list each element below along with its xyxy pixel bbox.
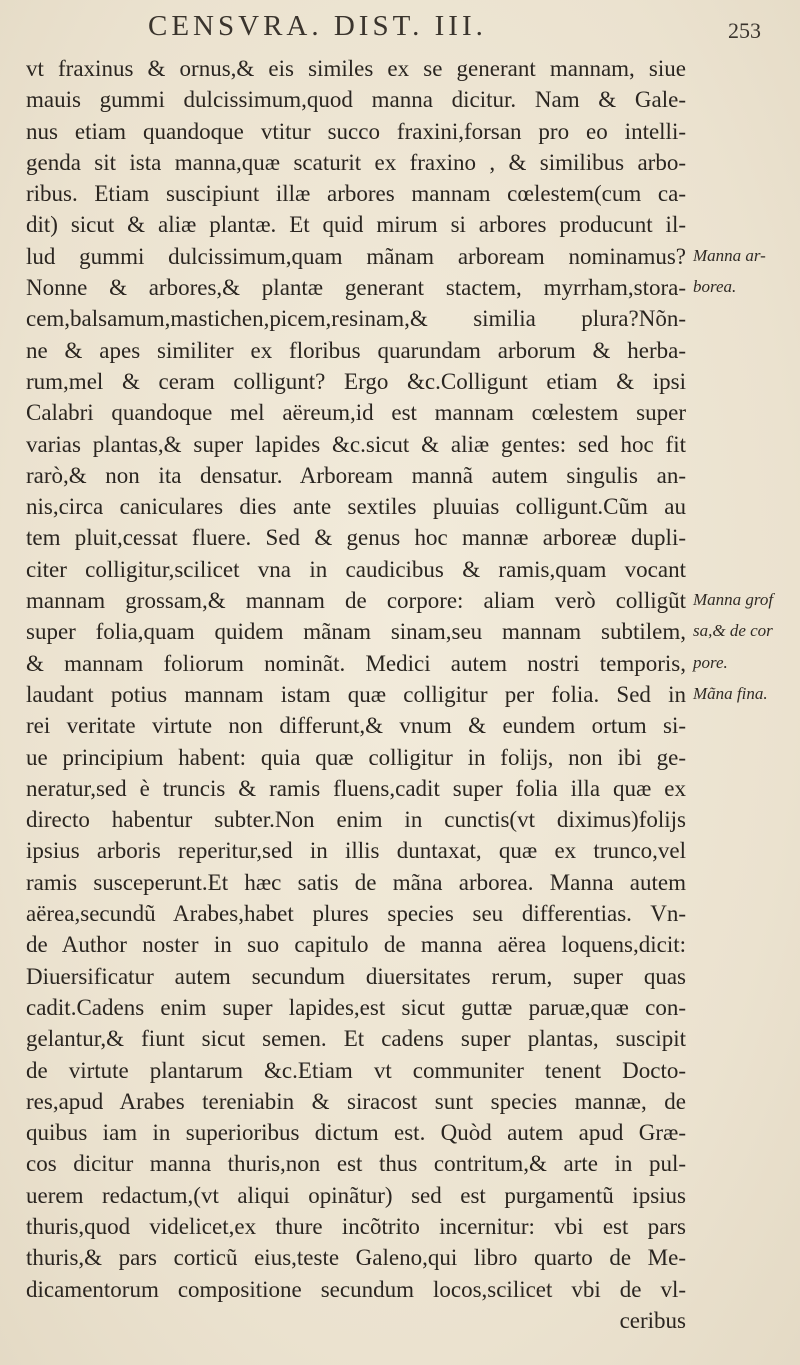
marginal-note: borea. xyxy=(693,277,737,297)
text-line: res,apud Arabes tereniabin & siracost sunt species mannæ, de xyxy=(26,1088,686,1114)
text-line: quibus iam in superioribus dictum est. Quòd autem apud Græ- xyxy=(26,1120,686,1146)
text-line: tem pluit,cessat fluere. Sed & genus hoc mannæ arboreæ dupli- xyxy=(26,525,686,551)
text-line: Nonne & arbores,& plantæ generant stactem, myrrham,stora- xyxy=(26,275,686,301)
text-line: cem,balsamum,mastichen,picem,resinam,& similia plura?Nõn- xyxy=(26,306,686,332)
text-line: laudant potius mannam istam quæ colligitur per folia. Sed in xyxy=(26,681,686,707)
text-line: vt fraxinus & ornus,& eis similes ex se generant mannam, siue xyxy=(26,56,686,81)
marginal-note: pore. xyxy=(693,652,728,672)
text-line: nis,circa caniculares dies ante sextiles pluuias colligunt.Cũm au xyxy=(26,494,686,520)
marginal-note: Manna grof xyxy=(693,590,774,610)
text-line: de Author noster in suo capitulo de manna aërea loquens,dicit: xyxy=(26,932,686,958)
text-line: lud gummi dulcissimum,quam mãnam arboream nominamus? xyxy=(26,243,686,269)
text-line: de virtute plantarum &c.Etiam vt communiter tenent Docto- xyxy=(26,1057,686,1083)
text-line: ne & apes similiter ex floribus quarundam arborum & herba- xyxy=(26,337,686,363)
text-line: ipsius arboris reperitur,sed in illis duntaxat, quæ ex trunco,vel xyxy=(26,838,686,864)
text-line: genda sit ista manna,quæ scaturit ex fraxino , & similibus arbo- xyxy=(26,149,686,175)
marginal-note: Mãna fina. xyxy=(693,684,768,703)
page-number: 253 xyxy=(728,18,761,43)
text-line: super folia,quam quidem mãnam sinam,seu mannam subtilem, xyxy=(26,619,686,645)
text-line: ceribus xyxy=(619,1307,686,1333)
text-line: & mannam foliorum nominãt. Medici autem nostri temporis, xyxy=(26,650,686,676)
text-line: nus etiam quandoque vtitur succo fraxini,forsan pro eo intelli- xyxy=(26,118,686,144)
text-line: ribus. Etiam suscipiunt illæ arbores mannam cœlestem(cum ca- xyxy=(26,181,686,207)
text-line: directo habentur subter.Non enim in cunctis(vt diximus)folijs xyxy=(26,807,686,833)
text-line: aërea,secundũ Arabes,habet plures species seu differentias. Vn- xyxy=(26,901,686,927)
text-line: rum,mel & ceram colligunt? Ergo &c.Colligunt etiam & ipsi xyxy=(26,368,686,394)
text-line: rarò,& non ita densatur. Arboream mannã autem singulis an- xyxy=(26,462,686,488)
text-line: dit) sicut & aliæ plantæ. Et quid mirum si arbores producunt il- xyxy=(26,212,686,238)
text-line: Diuersificatur autem secundum diuersitates rerum, super quas xyxy=(26,963,686,989)
text-line: thuris,& pars corticũ eius,teste Galeno,qui libro quarto de Me- xyxy=(26,1245,686,1271)
text-line: mauis gummi dulcissimum,quod manna dicitur. Nam & Gale- xyxy=(26,87,686,113)
marginal-note: Manna ar- xyxy=(693,245,766,265)
text-line: ramis susceperunt.Et hæc satis de mãna arborea. Manna autem xyxy=(26,869,686,895)
running-title: CENSVRA. DIST. III. xyxy=(148,10,487,42)
text-line: dicamentorum compositione secundum locos,scilicet vbi de vl- xyxy=(26,1276,686,1302)
text-line: varias plantas,& super lapides &c.sicut & aliæ gentes: sed hoc fit xyxy=(26,431,686,457)
text-line: gelantur,& fiunt sicut semen. Et cadens super plantas, suscipit xyxy=(26,1026,686,1052)
marginal-note: sa,& de cor xyxy=(693,621,773,641)
text-line: citer colligitur,scilicet vna in caudicibus & ramis,quam vocant xyxy=(26,556,686,582)
text-line: ue principium habent: quia quæ colligitur in folijs, non ibi ge- xyxy=(26,744,686,770)
text-line: neratur,sed è truncis & ramis fluens,cadit super folia illa quæ ex xyxy=(26,775,686,801)
text-line: mannam grossam,& mannam de corpore: aliam verò colligũt xyxy=(26,588,686,614)
text-line: cos dicitur manna thuris,non est thus contritum,& arte in pul- xyxy=(26,1151,686,1177)
text-line: thuris,quod videlicet,ex thure incõtrito incernitur: vbi est pars xyxy=(26,1213,686,1239)
text-line: uerem redactum,(vt aliqui opinãtur) sed est purgamentũ ipsius xyxy=(26,1182,686,1208)
text-line: rei veritate virtute non differunt,& vnum & eundem ortum si- xyxy=(26,713,686,739)
text-line: Calabri quandoque mel aëreum,id est mannam cœlestem super xyxy=(26,400,686,426)
text-line: cadit.Cadens enim super lapides,est sicut guttæ paruæ,quæ con- xyxy=(26,994,686,1020)
